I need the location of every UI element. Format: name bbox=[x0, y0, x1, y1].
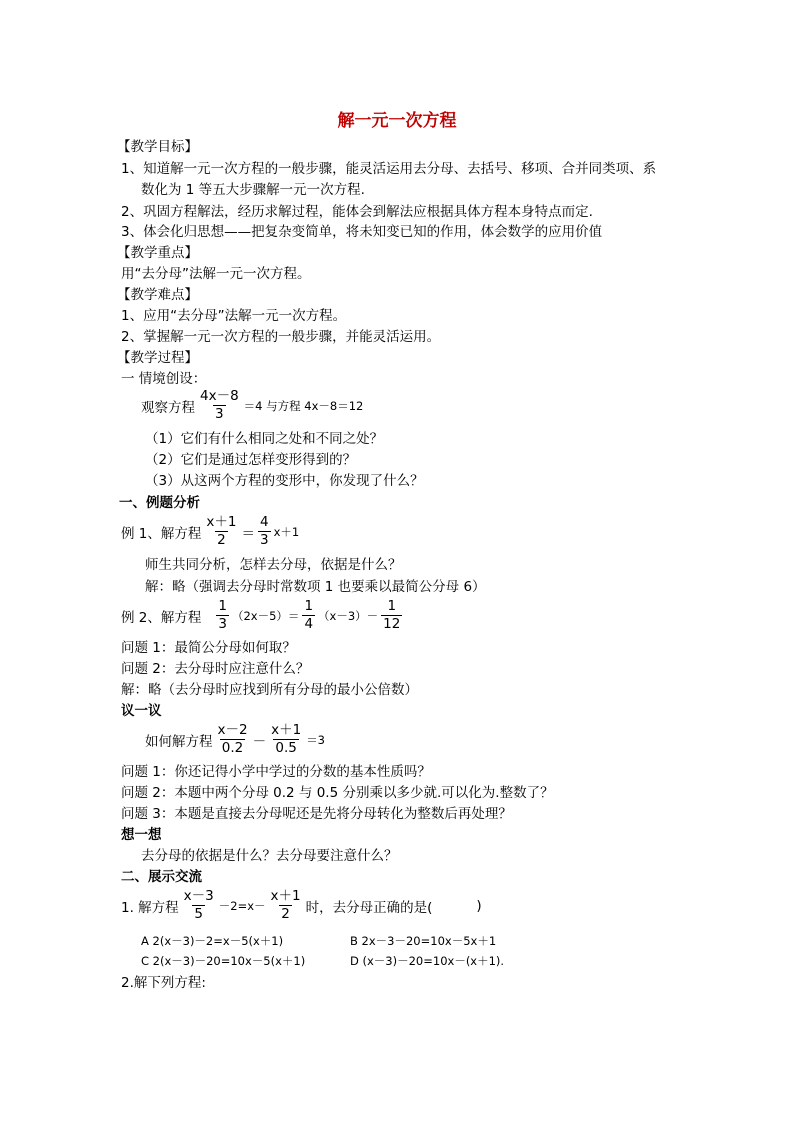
option-d: D (x－3)－20=10x－(x＋1). bbox=[350, 954, 505, 968]
objective-1b: 数化为 1 等五大步骤解一元一次方程. bbox=[141, 182, 365, 198]
fraction-numerator: 1 bbox=[218, 598, 227, 614]
fraction-denominator: 5 bbox=[194, 906, 204, 922]
example-2-question-2: 问题 2：去分母时应注意什么？ bbox=[121, 661, 310, 677]
discuss-question-2: 问题 2：本题中两个分母 0.2 与 0.5 分别乘以多少就.可以化为.整数了？ bbox=[121, 785, 554, 801]
discuss-question-1: 问题 1：你还记得小学中学过的分数的基本性质吗？ bbox=[121, 764, 431, 780]
fraction-numerator: 1 bbox=[387, 598, 397, 614]
question-2: （2）它们是通过怎样变形得到的？ bbox=[145, 452, 357, 468]
discuss-question-3: 问题 3：本题是直接去分母呢还是先将分母转化为整数后再处理？ bbox=[121, 806, 512, 822]
key-point-text: 用“去分母”法解一元一次方程。 bbox=[121, 266, 311, 282]
difficulty-1: 1、应用“去分母”法解一元一次方程。 bbox=[121, 308, 347, 324]
example-1-equation bbox=[121, 514, 299, 549]
fraction bbox=[269, 722, 303, 757]
example-1-note: 师生共同分析，怎样去分母，依据是什么？ bbox=[145, 557, 402, 573]
example-2-equation bbox=[121, 598, 405, 633]
fraction bbox=[302, 598, 315, 633]
question-1: （1）它们有什么相同之处和不同之处？ bbox=[145, 431, 384, 447]
minus-sign: － bbox=[252, 733, 267, 750]
fraction-numerator: x－3 bbox=[183, 888, 214, 904]
fraction-denominator: 12 bbox=[383, 616, 401, 632]
difficulty-2: 2、掌握解一元一次方程的一般步骤，并能灵活运用。 bbox=[121, 329, 441, 345]
fraction bbox=[381, 598, 402, 633]
objective-1a: 1、知道解一元一次方程的一般步骤，能灵活运用去分母、去括号、移项、合并同类项、系 bbox=[121, 161, 657, 177]
fraction-denominator: 0.5 bbox=[275, 740, 297, 756]
example-1-solution: 解：略（强调去分母时常数项 1 也要乘以最简公分母 6） bbox=[145, 579, 486, 595]
fraction-numerator: 4x－8 bbox=[200, 388, 239, 404]
objective-2: 2、巩固方程解法，经历求解过程，能体会到解法应根据具体方程本身特点而定. bbox=[121, 204, 593, 220]
discuss-equation bbox=[145, 722, 325, 757]
fraction bbox=[216, 722, 250, 757]
problem-1-equation bbox=[121, 888, 482, 923]
discuss-prefix: 如何解方程 bbox=[145, 733, 213, 750]
question-3: （3）从这两个方程的变形中，你发现了什么？ bbox=[145, 473, 424, 489]
key-point-heading: 【教学重点】 bbox=[117, 245, 198, 261]
problem-1-close: ) bbox=[476, 897, 482, 914]
fraction bbox=[182, 888, 216, 923]
think-text: 去分母的依据是什么？去分母要注意什么？ bbox=[141, 848, 398, 864]
scenario-heading: 一 情境创设： bbox=[121, 371, 207, 387]
fraction-numerator: x＋1 bbox=[206, 514, 237, 530]
example-2-prefix: 例 2、解方程 bbox=[121, 609, 202, 626]
option-c: C 2(x－3)－20=10x－5(x＋1) bbox=[141, 954, 306, 968]
fraction bbox=[216, 598, 229, 633]
fraction bbox=[269, 888, 303, 923]
fraction bbox=[258, 514, 271, 549]
fraction-denominator: 3 bbox=[259, 532, 269, 548]
fraction-numerator: 4 bbox=[259, 514, 269, 530]
option-b: B 2x－3－20=10x－5x＋1 bbox=[350, 934, 497, 948]
difficulty-heading: 【教学难点】 bbox=[117, 287, 198, 303]
fraction-numerator: x＋1 bbox=[270, 888, 301, 904]
fraction-numerator: 1 bbox=[304, 598, 314, 614]
example-2-middle-1: （2x－5）＝ bbox=[231, 608, 300, 623]
example-1-suffix: x＋1 bbox=[273, 524, 300, 539]
fraction bbox=[198, 388, 241, 423]
fraction-denominator: 0.2 bbox=[221, 740, 244, 756]
discuss-heading: 议一议 bbox=[121, 703, 162, 719]
problem-1-middle: －2=x－ bbox=[218, 898, 266, 913]
page-title: 解一元一次方程 bbox=[337, 111, 457, 131]
fraction-denominator: 3 bbox=[215, 406, 224, 422]
problem-1-suffix: 时，去分母正确的是( bbox=[305, 899, 433, 916]
observe-prefix: 观察方程 bbox=[141, 399, 195, 416]
example-1-prefix: 例 1、解方程 bbox=[121, 525, 202, 542]
fraction-numerator: x＋1 bbox=[271, 722, 302, 738]
fraction bbox=[204, 514, 238, 549]
option-a: A 2(x－3)－2=x－5(x＋1) bbox=[141, 934, 284, 948]
problem-1-prefix: 1. 解方程 bbox=[121, 899, 179, 916]
equals-sign: ＝ bbox=[241, 525, 255, 542]
examples-heading: 一、例题分析 bbox=[119, 495, 200, 511]
discuss-suffix: ＝3 bbox=[306, 732, 326, 747]
problem-2: 2.解下列方程: bbox=[121, 975, 206, 991]
example-2-solution: 解：略（去分母时应找到所有分母的最小公倍数） bbox=[121, 682, 418, 698]
objectives-heading: 【教学目标】 bbox=[117, 139, 198, 155]
fraction-denominator: 4 bbox=[304, 616, 314, 632]
fraction-numerator: x－2 bbox=[217, 722, 248, 738]
think-heading: 想一想 bbox=[121, 827, 162, 843]
example-2-question-1: 问题 1：最简公分母如何取？ bbox=[121, 640, 296, 656]
fraction-denominator: 3 bbox=[218, 616, 227, 632]
exchange-heading: 二、展示交流 bbox=[121, 869, 202, 885]
fraction-denominator: 2 bbox=[217, 532, 226, 548]
observe-suffix: ＝4 与方程 4x－8＝12 bbox=[243, 398, 364, 413]
process-heading: 【教学过程】 bbox=[117, 350, 198, 366]
example-2-middle-2: （x－3）－ bbox=[318, 608, 379, 623]
objective-3: 3、体会化归思想——把复杂变简单，将未知变已知的作用，体会数学的应用价值 bbox=[121, 224, 603, 240]
observe-equation bbox=[141, 388, 363, 423]
fraction-denominator: 2 bbox=[281, 906, 290, 922]
